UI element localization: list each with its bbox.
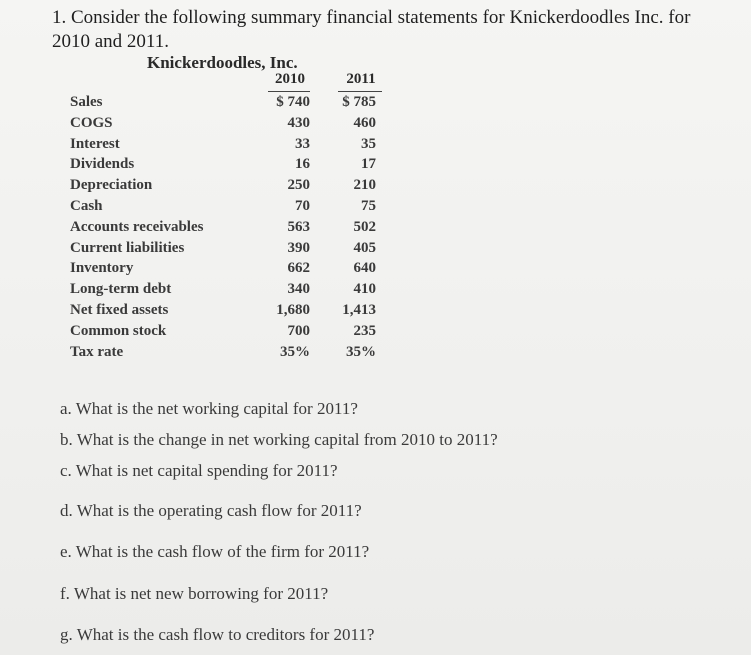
value-2011: 502 bbox=[353, 218, 376, 235]
value-2010: 16 bbox=[295, 156, 310, 173]
value-2010: 390 bbox=[287, 239, 310, 256]
value-2011: 640 bbox=[353, 260, 376, 277]
question-c: c. What is net capital spending for 2011? bbox=[60, 461, 338, 480]
value-2011: 410 bbox=[353, 281, 376, 298]
row-label: Interest bbox=[70, 135, 120, 152]
question-d: d. What is the operating cash flow for 2011? bbox=[60, 501, 362, 520]
value-2011: 1,413 bbox=[342, 301, 376, 318]
value-2010: 563 bbox=[287, 218, 310, 235]
year-underline-2011 bbox=[338, 91, 382, 92]
table-row bbox=[70, 323, 390, 344]
question-f: f. What is net new borrowing for 2011? bbox=[60, 584, 329, 603]
value-2011: 235 bbox=[353, 322, 376, 339]
row-label: Net fixed assets bbox=[70, 301, 169, 318]
value-2010: 35% bbox=[280, 343, 310, 360]
value-2010: 700 bbox=[287, 322, 310, 339]
row-label: Depreciation bbox=[70, 177, 153, 194]
row-label: Cash bbox=[70, 197, 103, 214]
value-2011: 210 bbox=[353, 177, 376, 194]
year-header-2010: 2010 bbox=[275, 71, 305, 87]
value-2010: 250 bbox=[287, 177, 310, 194]
table-row bbox=[70, 344, 390, 365]
value-2010: 662 bbox=[287, 260, 310, 277]
problem-statement bbox=[52, 6, 732, 54]
value-2010: 430 bbox=[287, 114, 310, 131]
value-2010: 1,680 bbox=[276, 301, 310, 318]
question-b: b. What is the change in net working capital from 2010 to 2011? bbox=[60, 430, 498, 449]
table-row bbox=[70, 177, 390, 198]
value-2011: $ 785 bbox=[342, 94, 376, 110]
value-2011: 460 bbox=[353, 114, 376, 131]
value-2011: 405 bbox=[353, 239, 376, 256]
problem-statement-line-2: 2010 and 2011. bbox=[52, 31, 169, 52]
question-a: a. What is the net working capital for 2011? bbox=[60, 399, 358, 418]
company-name: Knickerdoodles, Inc. bbox=[147, 53, 298, 72]
value-2011: 35 bbox=[361, 135, 376, 152]
value-2010: 33 bbox=[295, 135, 310, 152]
table-row bbox=[70, 115, 390, 136]
table-row bbox=[70, 136, 390, 157]
row-label: Current liabilities bbox=[70, 239, 185, 256]
table-row bbox=[70, 94, 390, 115]
year-underline-2010 bbox=[268, 91, 310, 92]
row-label: Accounts receivables bbox=[70, 218, 204, 235]
row-label: Long-term debt bbox=[70, 281, 172, 298]
row-label: Sales bbox=[70, 94, 103, 110]
table-row bbox=[70, 156, 390, 177]
year-header-2011: 2011 bbox=[346, 71, 376, 87]
table-row bbox=[70, 198, 390, 219]
question-g: g. What is the cash flow to creditors for 2011? bbox=[60, 625, 375, 644]
table-row bbox=[70, 281, 390, 302]
value-2011: 75 bbox=[361, 197, 376, 214]
table-row bbox=[70, 302, 390, 323]
table-row bbox=[70, 219, 390, 240]
financial-table bbox=[70, 94, 390, 364]
problem-statement-line-1: 1. Consider the following summary financial statements for Knickerdoodles Inc. for bbox=[52, 7, 691, 28]
row-label: Inventory bbox=[70, 260, 134, 277]
value-2011: 35% bbox=[346, 343, 376, 360]
row-label: Dividends bbox=[70, 156, 135, 173]
question-e: e. What is the cash flow of the firm for 2011? bbox=[60, 542, 370, 561]
value-2010: 340 bbox=[287, 281, 310, 298]
row-label: COGS bbox=[70, 114, 113, 131]
table-row bbox=[70, 240, 390, 261]
value-2010: 70 bbox=[295, 197, 310, 214]
value-2010: $ 740 bbox=[276, 94, 310, 110]
row-label: Common stock bbox=[70, 322, 167, 339]
value-2011: 17 bbox=[361, 156, 376, 173]
table-row bbox=[70, 260, 390, 281]
row-label: Tax rate bbox=[70, 343, 124, 360]
